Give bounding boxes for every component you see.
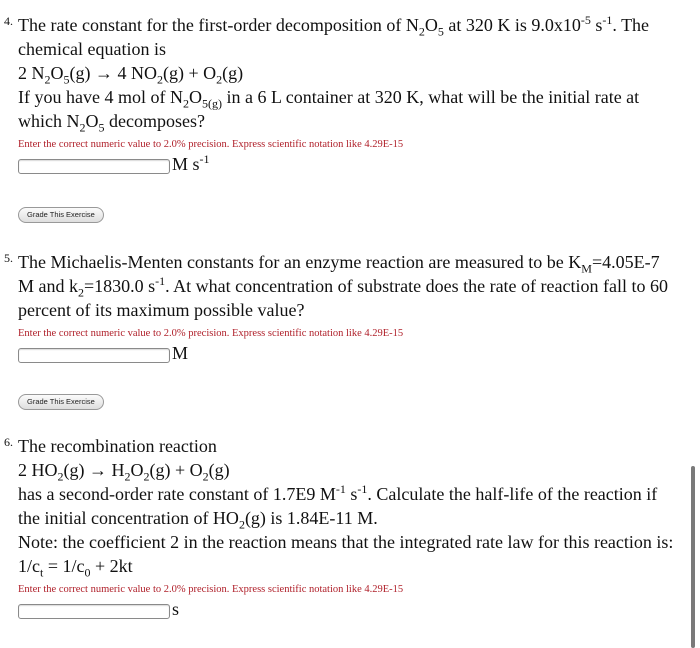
question-number: 6. [4, 435, 13, 449]
question-text-line: which $N_2O_5$ decomposes? [18, 111, 205, 135]
grade-exercise-button[interactable]: Grade This Exercise [18, 394, 104, 410]
question-5 [4, 250, 694, 410]
answer-input[interactable] [18, 159, 170, 174]
question-text-line: percent of its maximum possible value? [18, 300, 305, 320]
question-text-line: If you have 4 mol of $N_2O_{5(g)}$ in a 6 L container at 320 K, what will be the initial rate at [18, 87, 640, 111]
question-text-line: The rate constant for the first-order decomposition of $N_2O_5$ at 320 K is $9.0x10^{-5}$ $s^{-1}$. The [18, 13, 650, 39]
question-text-line: The recombination reaction [18, 436, 217, 456]
question-number: 4. [4, 14, 13, 28]
question-text-line: Note: the coefficient 2 in the reaction means that the integrated rate law for this reaction is: [18, 532, 674, 552]
rate-law-equation: $1/c_t = 1/c_0 + 2kt$ [18, 556, 133, 580]
grade-exercise-button[interactable]: Grade This Exercise [18, 207, 104, 223]
instruction-text: Enter the correct numeric value to 2.0% precision. Express scientific notation like 4.29E-15 [18, 139, 404, 150]
unit-label: s [172, 599, 180, 619]
unit-label: M [172, 343, 189, 363]
question-number: 5. [4, 251, 13, 265]
unit-label: M $s^{-1}$ [172, 152, 210, 174]
question-text-line: The Michaelis-Menten constants for an enzyme reaction are measured to be $K_M=4.05E-7$ [18, 252, 660, 276]
question-6 [4, 434, 694, 619]
scrollbar[interactable] [691, 466, 695, 648]
answer-row [4, 597, 694, 619]
answer-row [4, 341, 694, 363]
answer-row [4, 152, 694, 174]
chemical-equation: 2 $HO_2(g) \to H_2O_2(g) + O_2(g)$ [18, 460, 230, 484]
chemical-equation: 2 $N_2O_5(g) \to 4$ $NO_2(g) + O_2(g)$ [18, 63, 244, 87]
question-text-line: chemical equation is [18, 39, 166, 59]
instruction-text: Enter the correct numeric value to 2.0% precision. Express scientific notation like 4.29E-15 [18, 328, 404, 339]
question-4 [4, 13, 694, 223]
question-text-line: the initial concentration of $HO_2(g)$ is 1.84E-11 M. [18, 508, 378, 532]
question-text-line: M and $k_2=1830.0$ $s^{-1}$. At what concentration of substrate does the rate of reaction fall to 60 [18, 274, 668, 300]
answer-input[interactable] [18, 604, 170, 619]
answer-input[interactable] [18, 348, 170, 363]
question-text-line: has a second-order rate constant of 1.7E9 $M^{-1}$ $s^{-1}$. Calculate the half-life of the reaction if [18, 482, 658, 504]
instruction-text: Enter the correct numeric value to 2.0% precision. Express scientific notation like 4.29E-15 [18, 584, 404, 595]
